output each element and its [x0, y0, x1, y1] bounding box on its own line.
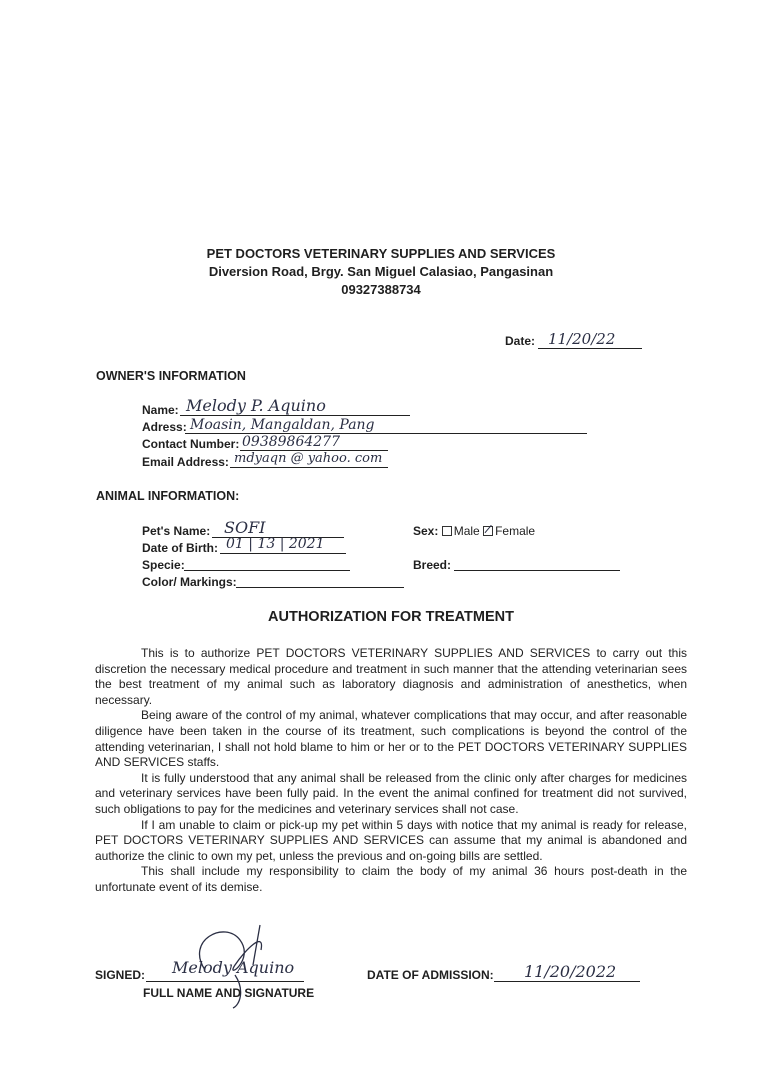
admission-value[interactable]: 11/20/2022 — [524, 962, 617, 981]
owner-contact-label: Contact Number: — [142, 437, 240, 451]
pet-name-label: Pet's Name: — [142, 524, 211, 538]
color-label: Color/ Markings: — [142, 575, 237, 589]
dob-label: Date of Birth: — [142, 541, 218, 555]
color-line[interactable] — [236, 587, 404, 588]
owner-section-title: OWNER'S INFORMATION — [96, 369, 246, 383]
dob-line — [220, 553, 346, 554]
pet-name-value[interactable]: SOFI — [224, 518, 266, 537]
admission-line — [494, 981, 640, 982]
signed-label: SIGNED: — [95, 968, 146, 982]
authorization-title: AUTHORIZATION FOR TREATMENT — [268, 609, 514, 625]
owner-address-label: Adress: — [142, 420, 187, 434]
owner-email-line — [230, 467, 388, 468]
sex-field — [413, 524, 535, 538]
admission-label: DATE OF ADMISSION: — [367, 968, 494, 982]
business-name: PET DOCTORS VETERINARY SUPPLIES AND SERVICES — [206, 246, 556, 261]
sex-label: Sex: — [413, 524, 439, 538]
owner-contact-value[interactable]: 09389864277 — [242, 434, 340, 450]
date-line — [538, 348, 642, 349]
business-address: Diversion Road, Brgy. San Miguel Calasiao, Pangasinan — [208, 264, 554, 279]
authorization-body — [95, 646, 687, 896]
owner-name-line — [180, 415, 410, 416]
owner-name-label: Name: — [142, 403, 179, 417]
owner-address-value[interactable]: Moasin, Mangaldan, Pang — [190, 417, 375, 433]
specie-label: Specie: — [142, 558, 185, 572]
specie-line[interactable] — [184, 570, 350, 571]
authorization-paragraph: This shall include my responsibility to claim the body of my animal 36 hours post-death in the unfortunate event of its demise. — [95, 864, 687, 894]
authorization-paragraph: This is to authorize PET DOCTORS VETERINARY SUPPLIES AND SERVICES to carry out this discretion the necessary medical procedure and treatment in such manner that the attending veterinarian sees the best treatment of my animal such as laboratory diagnosis and administration of anesthetics, when necessary. — [95, 646, 687, 707]
sex-male-label: Male — [453, 524, 480, 538]
dob-value[interactable]: 01 | 13 | 2021 — [226, 536, 325, 552]
authorization-paragraph: If I am unable to claim or pick-up my pet within 5 days with notice that my animal is ready for release, PET DOCTORS VETERINARY SUPPLIES AND SERVICES can assume that my animal is abandoned and authorize the clinic to own my pet, unless the previous and on-going bills are settled. — [95, 817, 687, 863]
sex-male-checkbox[interactable] — [442, 526, 452, 536]
date-value[interactable]: 11/20/22 — [548, 330, 616, 348]
date-label: Date: — [505, 334, 536, 348]
authorization-paragraph: Being aware of the control of my animal, whatever complications that may occur, and after reasonable diligence have been taken in the course of its treatment, such complications is beyond the control of the attending veterinarian, I shall not hold blame to him or her or to the PET DOCTORS VETERINARY SUPPLIES AND SERVICES staffs. — [95, 708, 687, 770]
sex-female-checkbox[interactable] — [483, 526, 493, 536]
animal-section-title: ANIMAL INFORMATION: — [96, 489, 240, 503]
owner-name-value[interactable]: Melody P. Aquino — [186, 396, 326, 415]
owner-email-value[interactable]: mdyaqn @ yahoo. com — [234, 451, 383, 466]
owner-email-label: Email Address: — [142, 455, 229, 469]
breed-line[interactable] — [454, 570, 620, 571]
business-phone: 09327388734 — [341, 282, 421, 297]
signature-caption: FULL NAME AND SIGNATURE — [143, 986, 315, 1000]
signed-value[interactable]: Melody Aquino — [172, 958, 295, 977]
authorization-paragraph: It is fully understood that any animal shall be released from the clinic only after charges for medicines and veterinary services have been fully paid. In the event the animal confined for treatment did not survived, such obligations to pay for the medicines and veterinary services shall not case. — [95, 770, 687, 816]
breed-label: Breed: — [413, 558, 452, 572]
sex-female-label: Female — [495, 524, 536, 538]
